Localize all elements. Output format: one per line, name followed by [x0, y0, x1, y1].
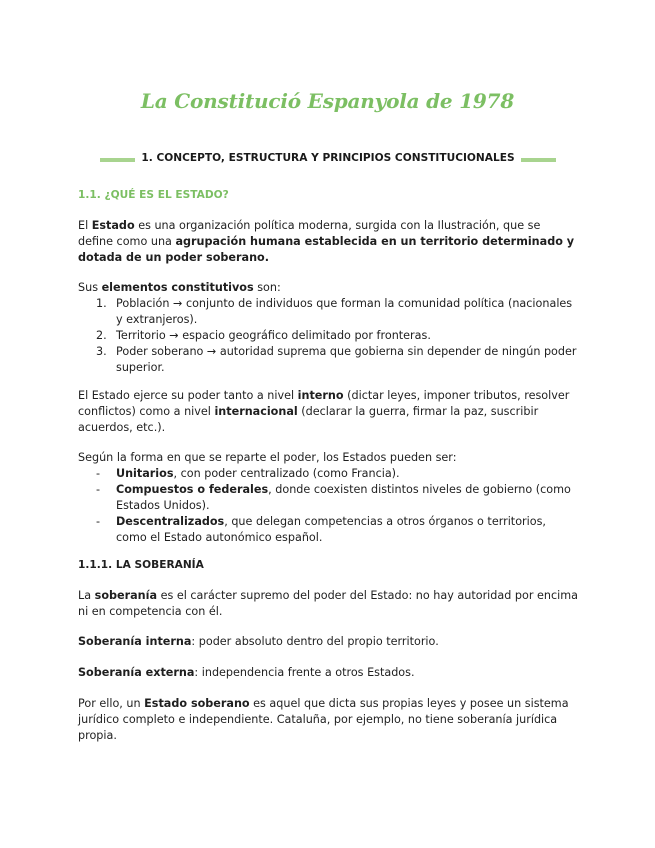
list-item: - Unitarios, con poder centralizado (como Francia). — [96, 467, 400, 480]
list-item: 3. Poder soberano → autoridad suprema que gobierna sin depender de ningún poder superior. — [96, 345, 577, 374]
paragraph-soberania: La soberanía es el carácter supremo del poder del Estado: no hay autoridad por encima ni en competencia con él. — [78, 589, 578, 618]
section-title: 1. CONCEPTO, ESTRUCTURA Y PRINCIPIOS CONSTITUCIONALES — [141, 152, 515, 164]
list-item: - Compuestos o federales, donde coexisten distintos niveles de gobierno (como Estados Unidos). — [96, 483, 571, 512]
section-heading — [100, 150, 556, 166]
heading-bar-right — [521, 158, 556, 162]
heading-bar-left — [100, 158, 135, 162]
list-item: - Descentralizados, que delegan competencias a otros órganos o territorios, como el Estado autonómico español. — [96, 515, 546, 544]
paragraph-tipos-estado: Según la forma en que se reparte el poder, los Estados pueden ser: - Unitarios, con poder centralizado (como Francia). - Compuestos o federales, donde coexisten distintos niveles de gobierno (como Estados Unidos). - Descentralizados, que delegan competencias a otros órganos o territorios, como el Estado autonómico español. — [78, 450, 578, 546]
paragraph-poder-niveles: El Estado ejerce su poder tanto a nivel interno (dictar leyes, imponer tributos, resolver conflictos) como a nivel internacional (declarar la guerra, firmar la paz, suscribir acuerdos, etc.). — [78, 389, 570, 434]
subsubsection-title: 1.1.1. LA SOBERANÍA — [78, 559, 204, 571]
paragraph-soberania-interna: Soberanía interna: poder absoluto dentro del propio territorio. — [78, 635, 439, 648]
subsection-title: 1.1. ¿QUÉ ES EL ESTADO? — [78, 189, 229, 201]
list-item: 1. Población → conjunto de individuos que forman la comunidad política (nacionales y extranjeros). — [96, 297, 573, 326]
list-item: 2. Territorio → espacio geográfico delimitado por fronteras. — [96, 329, 431, 342]
paragraph-estado-soberano: Por ello, un Estado soberano es aquel que dicta sus propias leyes y posee un sistema jurídico completo e independiente. Cataluña, por ejemplo, no tiene soberanía jurídica propia. — [78, 697, 569, 742]
paragraph-elementos: Sus elementos constitutivos son: 1. Población → conjunto de individuos que forman la comunidad política (nacionales y extranjeros). 2. Territorio → espacio geográfico delimitado por fronteras. 3. Poder soberano → autoridad suprema que gobierna sin depender de ningún poder superior. — [78, 281, 577, 374]
document-title: La Constitució Espanyola de 1978 — [140, 89, 515, 113]
paragraph-estado-definition: El Estado es una organización política moderna, surgida con la Ilustración, que se define como una agrupación humana establecida en un territorio determinado y dotada de un poder soberano. — [78, 219, 575, 264]
elements-list — [78, 296, 578, 376]
state-types-list — [78, 466, 578, 546]
paragraph-soberania-externa: Soberanía externa: independencia frente a otros Estados. — [78, 666, 415, 679]
